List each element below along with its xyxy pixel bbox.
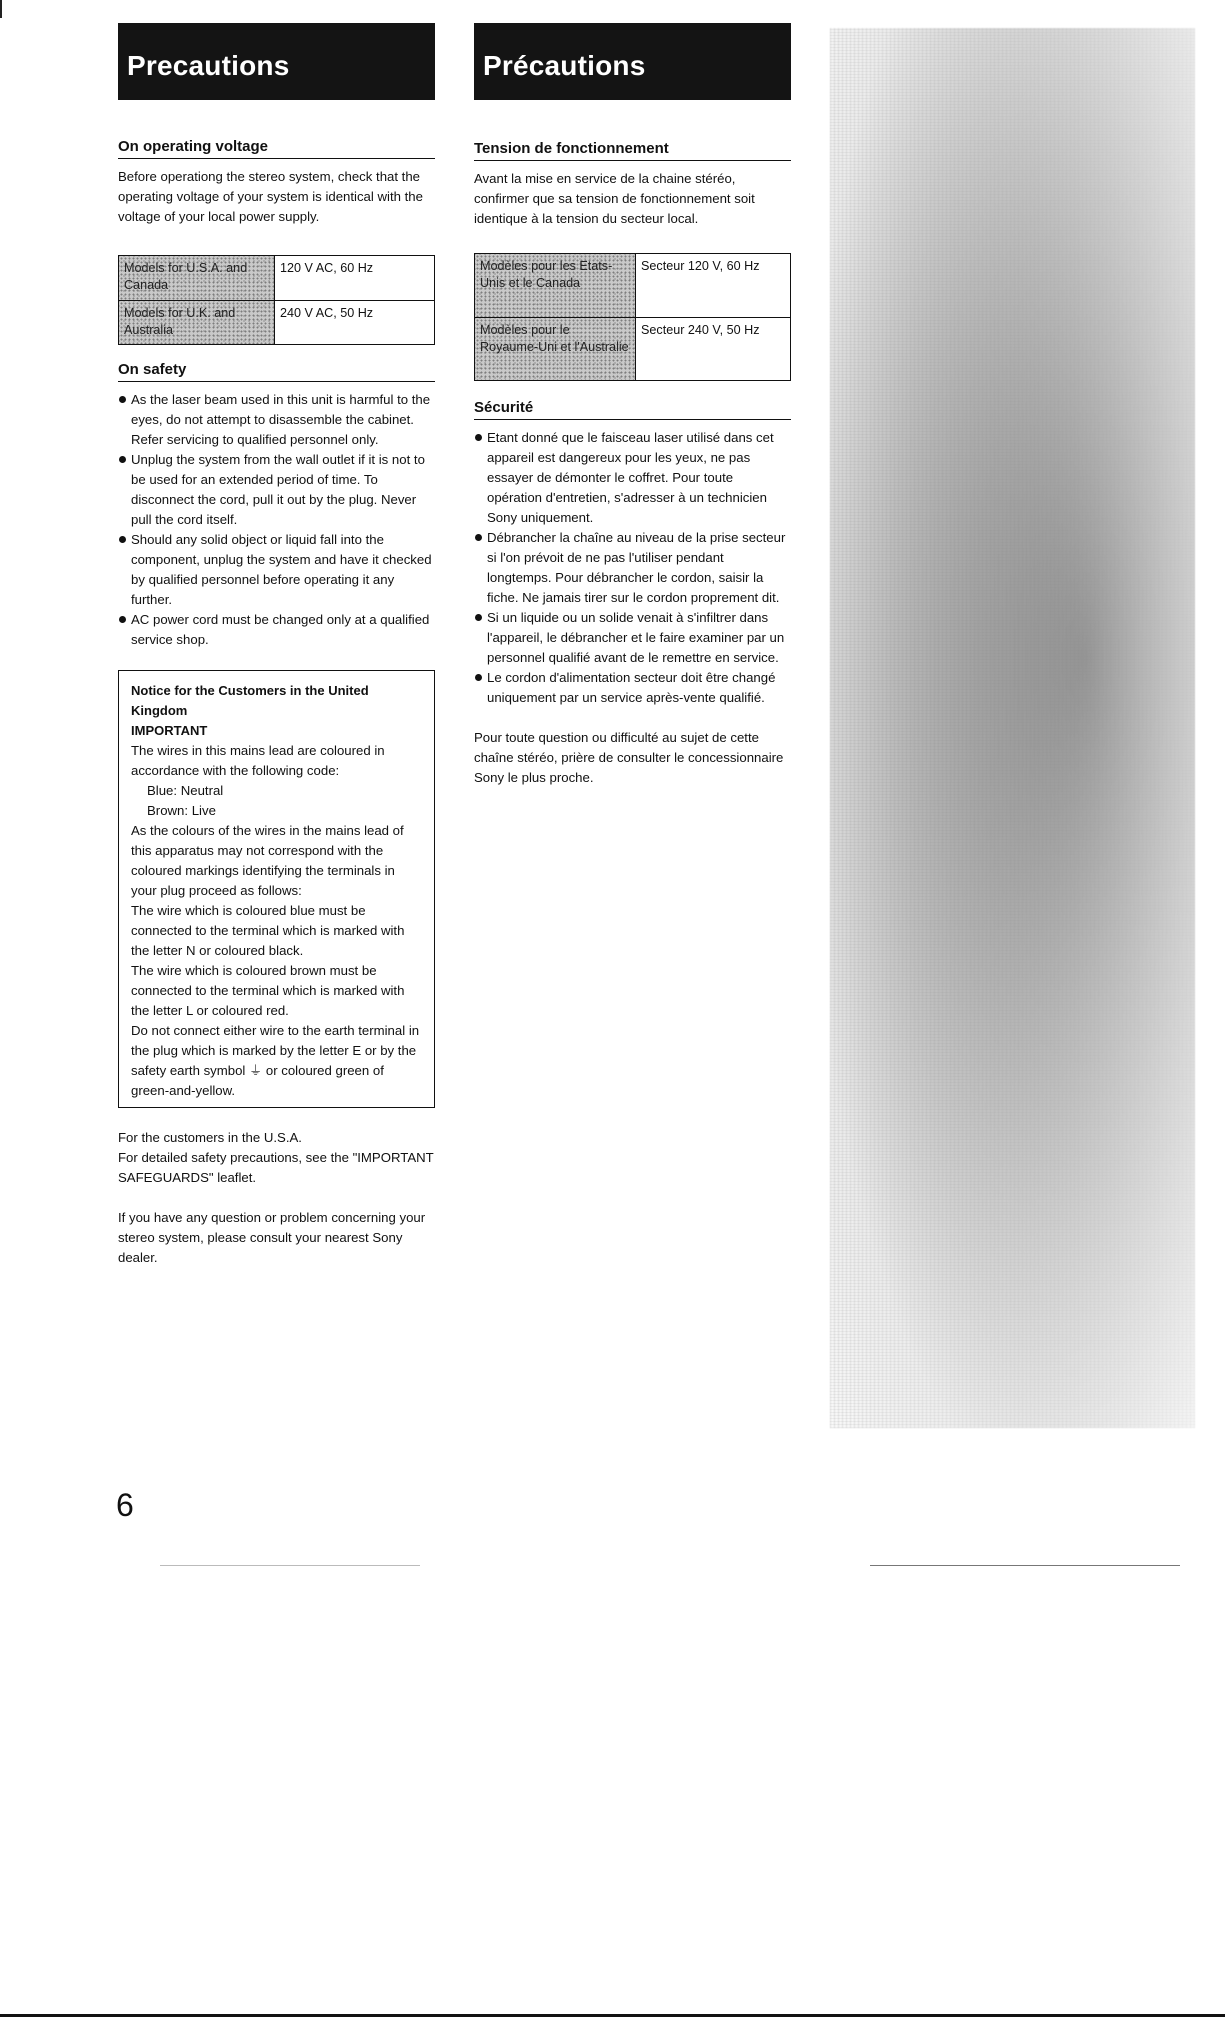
uk-notice-paragraph: Do not connect either wire to the earth terminal in the plug which is marked by the letter E or by the safety earth symbol ⏚ or coloured green of green-and-yellow. bbox=[131, 1023, 420, 1098]
french-closing-text: Pour toute question ou difficulté au sujet de cette chaîne stéréo, prière de consulter le concessionnaire Sony le plus proche. bbox=[474, 730, 784, 785]
english-voltage-text: Before operationg the stereo system, check that the operating voltage of your system is identical with the voltage of your local power supply. bbox=[118, 169, 423, 224]
table-row bbox=[475, 254, 791, 318]
english-title-banner bbox=[118, 23, 435, 100]
uk-notice-intro: The wires in this mains lead are coloured in accordance with the following code: bbox=[131, 743, 385, 778]
list-item: Should any solid object or liquid fall into the component, unplug the system and have it checked by qualified personnel before operating it any further. bbox=[118, 530, 435, 610]
english-voltage-table bbox=[118, 255, 435, 345]
french-voltage-heading: Tension de fonctionnement bbox=[474, 140, 791, 161]
french-title-banner bbox=[474, 23, 791, 100]
english-safety-list bbox=[118, 390, 435, 650]
uk-notice-heading: Notice for the Customers in the United Kingdom bbox=[131, 683, 369, 718]
model-cell: Models for U.S.A. and Canada bbox=[119, 256, 275, 301]
uk-notice-paragraph: The wire which is coloured blue must be connected to the terminal which is marked with the letter N or coloured black. bbox=[131, 903, 405, 958]
english-safety-heading: On safety bbox=[118, 361, 435, 382]
list-item: Etant donné que le faisceau laser utilisé dans cet appareil est dangereux pour les yeux, ne pas essayer de démonter le coffret. Pour toute opération d'entretien, s'adresser à un technicien Sony uniquement. bbox=[474, 428, 791, 528]
voltage-cell: 120 V AC, 60 Hz bbox=[275, 256, 435, 301]
model-cell: Modèles pour les Etats-Unis et le Canada bbox=[475, 254, 636, 318]
model-cell: Models for U.K. and Australia bbox=[119, 301, 275, 345]
table-row bbox=[119, 301, 435, 345]
page-edge-mark bbox=[0, 0, 2, 18]
voltage-cell: Secteur 240 V, 50 Hz bbox=[636, 318, 791, 381]
list-item: Débrancher la chaîne au niveau de la prise secteur si l'on prévoit de ne pas l'utiliser pendant longtemps. Pour débrancher le cordon, saisir la fiche. Ne jamais tirer sur le cordon proprement dit. bbox=[474, 528, 791, 608]
voltage-cell: 240 V AC, 50 Hz bbox=[275, 301, 435, 345]
uk-notice-paragraph: As the colours of the wires in the mains lead of this apparatus may not correspond with the coloured markings identifying the terminals in your plug proceed as follows: bbox=[131, 823, 404, 898]
english-title: Precautions bbox=[127, 49, 290, 81]
uk-notice-brown: Brown: Live bbox=[147, 803, 216, 818]
english-voltage-heading: On operating voltage bbox=[118, 138, 435, 159]
page-number: 6 bbox=[116, 1487, 134, 1523]
usa-customers-line: For the customers in the U.S.A. bbox=[118, 1130, 302, 1145]
voltage-cell: Secteur 120 V, 60 Hz bbox=[636, 254, 791, 318]
uk-notice-important: IMPORTANT bbox=[131, 723, 208, 738]
list-item: Si un liquide ou un solide venait à s'infiltrer dans l'appareil, le débrancher et le faire examiner par un personnel qualifié avant de le remettre en service. bbox=[474, 608, 791, 668]
french-safety-list bbox=[474, 428, 791, 708]
scan-line bbox=[160, 1565, 420, 1566]
french-voltage-table bbox=[474, 253, 791, 381]
scan-line bbox=[870, 1565, 1180, 1566]
table-row bbox=[475, 318, 791, 381]
english-closing-text: If you have any question or problem concerning your stereo system, please consult your nearest Sony dealer. bbox=[118, 1210, 426, 1265]
french-voltage-text: Avant la mise en service de la chaine stéréo, confirmer que sa tension de fonctionnement soit identique à la tension du secteur local. bbox=[474, 171, 755, 226]
french-title: Précautions bbox=[483, 49, 646, 81]
list-item: Unplug the system from the wall outlet if it is not to be used for an extended period of time. To disconnect the cord, pull it out by the plug. Never pull the cord itself. bbox=[118, 450, 435, 530]
uk-notice-paragraph: The wire which is coloured brown must be connected to the terminal which is marked with the letter L or coloured red. bbox=[131, 963, 405, 1018]
usa-safeguards-line: For detailed safety precautions, see the "IMPORTANT SAFEGUARDS" leaflet. bbox=[118, 1150, 434, 1185]
scan-artifact bbox=[830, 28, 1195, 1428]
list-item: Le cordon d'alimentation secteur doit être changé uniquement par un service après-vente qualifié. bbox=[474, 668, 791, 708]
french-safety-heading: Sécurité bbox=[474, 399, 791, 420]
french-column bbox=[474, 23, 791, 788]
model-cell: Modèles pour le Royaume-Uni et l'Australie bbox=[475, 318, 636, 381]
english-column bbox=[118, 23, 435, 1268]
uk-notice-blue: Blue: Neutral bbox=[147, 783, 224, 798]
list-item: As the laser beam used in this unit is harmful to the eyes, do not attempt to disassemble the cabinet. Refer servicing to qualified personnel only. bbox=[118, 390, 435, 450]
list-item: AC power cord must be changed only at a qualified service shop. bbox=[118, 610, 435, 650]
table-row bbox=[119, 256, 435, 301]
uk-notice-box bbox=[118, 670, 435, 1108]
